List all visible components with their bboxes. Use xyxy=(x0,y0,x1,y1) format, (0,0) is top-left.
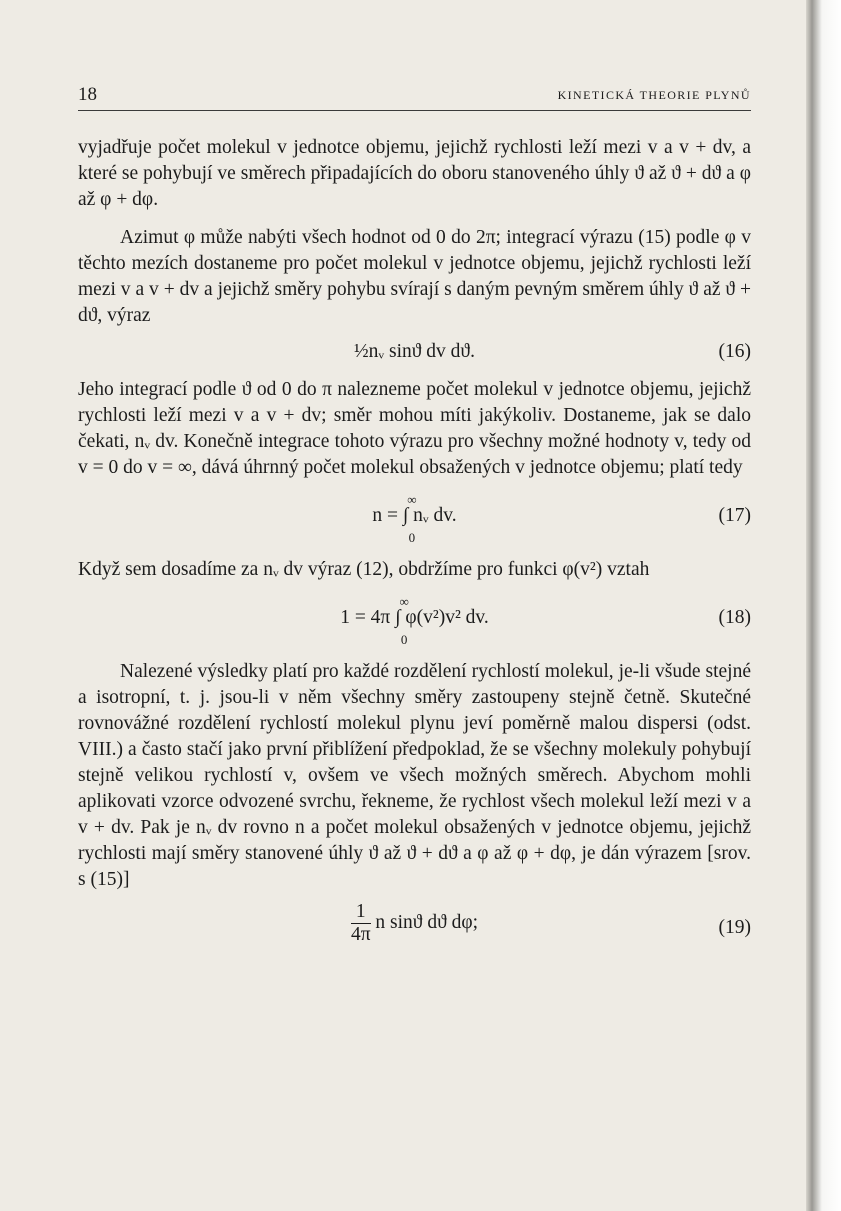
equation-17-upper-limit: ∞ xyxy=(407,492,417,507)
equation-18-number: (18) xyxy=(718,607,751,628)
paragraph-2: Azimut φ může nabýti všech hodnot od 0 do 2π; integrací výrazu (15) podle φ v těchto mezích dostaneme pro počet molekul v jednotce objemu, jejichž rychlosti leží mezi v a v + dv a jejichž směry pohybu svírají s daným pevným směrem úhly ϑ až ϑ + dϑ, výraz xyxy=(78,227,751,326)
equation-17-integrand: nᵥ dv. xyxy=(413,505,457,526)
running-head: KINETICKÁ THEORIE PLYNŮ xyxy=(557,88,751,102)
equation-18-integrand: φ(v²)v² dv. xyxy=(405,607,489,628)
paragraph-1: vyjadřuje počet molekul v jednotce objemu, jejichž rychlosti leží mezi v a v + dv, a které se pohybují ve směrech připadajících do oboru stanoveného úhly ϑ až ϑ + dϑ a φ až φ + dφ. xyxy=(78,137,751,210)
equation-17-expr xyxy=(78,492,751,545)
body-text xyxy=(78,135,751,969)
paragraph-5: Nalezené výsledky platí pro každé rozdělení rychlostí molekul, je-li všude stejné a isotropní, t. j. jsou-li v něm všechny směry zastoupeny stejně četně. Skutečné rovnovážné rozdělení rychlostí molekul plynu jeví poměrně malou dispersi (odst. VIII.) a často stačí jako první přiblížení předpoklad, že se všechny molekuly pohybují stejně velikou rychlostí v, ovšem ve všech možných směrech. Abychom mohli aplikovati vzorce odvozené svrchu, řekneme, že rychlost všech molekul leží mezi v a v + dv. Pak je nᵥ dv rovno n a počet molekul obsažených v jednotce objemu, jejichž rychlosti mají směry stanovené úhly ϑ až ϑ + dϑ a φ až φ + dφ, je dán výrazem [srov. s (15)] xyxy=(78,661,751,890)
paragraph-4: Když sem dosadíme za nᵥ dv výraz (12), obdržíme pro funkci φ(v²) vztah xyxy=(78,559,650,580)
header-rule xyxy=(78,110,751,111)
page-number: 18 xyxy=(78,84,97,105)
equation-16 xyxy=(78,339,751,365)
equation-17-integral xyxy=(402,492,417,545)
equation-18-integral xyxy=(395,594,409,647)
equation-18-upper-limit: ∞ xyxy=(399,594,409,609)
equation-18-lhs: 1 = 4π xyxy=(340,607,391,628)
equation-19-fraction xyxy=(351,901,371,946)
equation-18-lower-limit: 0 xyxy=(400,632,408,647)
page-edge-shadow xyxy=(806,0,841,1211)
paragraph-3: Jeho integrací podle ϑ od 0 do π nalezneme počet molekul v jednotce objemu, jejichž rychlosti leží mezi v a v + dv; směr mohou míti jakýkoliv. Dostaneme, jak se dalo čekati, nᵥ dv. Konečně integrace tohoto výrazu pro všechny možné hodnoty v, tedy od v = 0 do v = ∞, dává úhrnný počet molekul obsažených v jednotce objemu; platí tedy xyxy=(78,379,751,478)
equation-19-number: (19) xyxy=(718,917,751,938)
equation-17-lhs: n = xyxy=(372,505,399,526)
integral-sign: ∫ xyxy=(402,505,409,526)
equation-16-number: (16) xyxy=(718,341,751,362)
equation-19-expr xyxy=(78,901,751,946)
equation-18 xyxy=(78,591,751,647)
equation-19-body: n sinϑ dϑ dφ; xyxy=(375,911,479,933)
equation-17-lower-limit: 0 xyxy=(408,530,416,545)
equation-17-number: (17) xyxy=(718,505,751,526)
equation-16-expr: ½nᵥ sinϑ dv dϑ. xyxy=(354,341,475,362)
equation-19 xyxy=(78,901,751,953)
equation-19-denominator: 4π xyxy=(350,924,371,945)
integral-sign: ∫ xyxy=(395,607,401,628)
equation-18-expr xyxy=(78,594,751,647)
equation-17 xyxy=(78,489,751,545)
equation-19-numerator: 1 xyxy=(351,901,371,924)
page-header xyxy=(78,84,751,108)
